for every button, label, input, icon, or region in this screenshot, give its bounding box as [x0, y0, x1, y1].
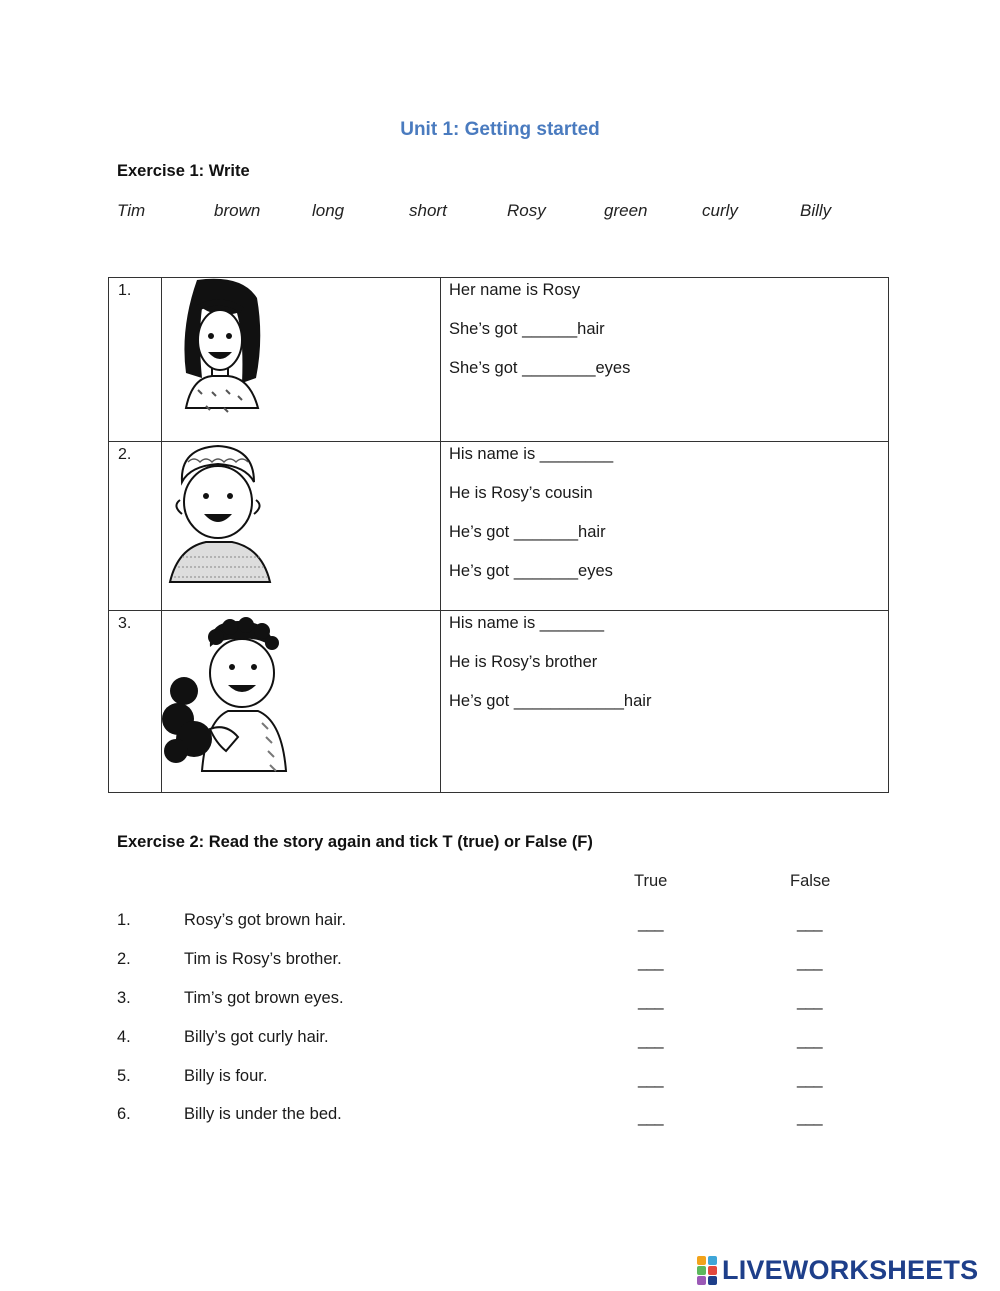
question-text: Tim is Rosy’s brother.	[184, 950, 342, 968]
false-column-header: False	[790, 872, 831, 890]
row-sentences	[441, 278, 888, 441]
question-text: Billy’s got curly hair.	[184, 1028, 329, 1046]
question-number: 3.	[117, 989, 131, 1007]
word-bank-item: Billy	[800, 201, 832, 220]
fill-in-line[interactable]: His name is ________	[449, 445, 614, 463]
exercise-2-heading: Exercise 2: Read the story again and tick T (true) or False (F)	[117, 833, 593, 851]
sentence-line: He is Rosy’s cousin	[449, 484, 593, 502]
question-number: 6.	[117, 1105, 131, 1123]
false-answer-blank[interactable]: ___	[797, 1070, 822, 1088]
question-number: 2.	[117, 950, 131, 968]
row-number: 2.	[109, 442, 162, 610]
question-number: 4.	[117, 1028, 131, 1046]
true-answer-blank[interactable]: ___	[638, 914, 663, 932]
fill-in-line[interactable]: He’s got ____________hair	[449, 692, 652, 710]
sentence-line: Her name is Rosy	[449, 281, 581, 299]
word-bank-item: green	[604, 201, 648, 220]
question-text: Rosy’s got brown hair.	[184, 911, 347, 929]
fill-in-line[interactable]: She’s got ______hair	[449, 320, 605, 338]
fill-in-line[interactable]: She’s got ________eyes	[449, 359, 631, 377]
word-bank-item: brown	[214, 201, 261, 220]
row-sentences	[441, 442, 888, 610]
question-text: Tim’s got brown eyes.	[184, 989, 344, 1007]
true-answer-blank[interactable]: ___	[638, 992, 663, 1010]
liveworksheets-logo-icon	[697, 1256, 719, 1284]
page-title: Unit 1: Getting started	[400, 119, 600, 140]
true-answer-blank[interactable]: ___	[638, 1031, 663, 1049]
word-bank-item: long	[312, 201, 345, 220]
question-text: Billy is four.	[184, 1067, 268, 1085]
girl-long-hair-icon	[162, 278, 441, 441]
true-column-header: True	[634, 872, 668, 890]
boy-short-hair-icon	[162, 442, 441, 610]
fill-in-line[interactable]: He’s got _______eyes	[449, 562, 613, 580]
question-number: 5.	[117, 1067, 131, 1085]
logo-text: LIVEWORKSHEETS	[722, 1254, 979, 1285]
table-row	[109, 442, 888, 611]
true-answer-blank[interactable]: ___	[638, 1070, 663, 1088]
boy-curly-hair-with-teddy-icon	[162, 611, 441, 792]
false-answer-blank[interactable]: ___	[797, 953, 822, 971]
question-number: 1.	[117, 911, 131, 929]
table-row	[109, 278, 888, 442]
false-answer-blank[interactable]: ___	[797, 1108, 822, 1126]
true-answer-blank[interactable]: ___	[638, 1108, 663, 1126]
sentence-line: He is Rosy’s brother	[449, 653, 598, 671]
exercise-1-heading: Exercise 1: Write	[117, 162, 250, 180]
true-answer-blank[interactable]: ___	[638, 953, 663, 971]
word-bank-item: Tim	[117, 201, 146, 220]
row-number: 3.	[109, 611, 162, 792]
exercise-1-table	[108, 277, 889, 793]
false-answer-blank[interactable]: ___	[797, 914, 822, 932]
false-answer-blank[interactable]: ___	[797, 1031, 822, 1049]
fill-in-line[interactable]: His name is _______	[449, 614, 605, 632]
row-number: 1.	[109, 278, 162, 441]
false-answer-blank[interactable]: ___	[797, 992, 822, 1010]
fill-in-line[interactable]: He’s got _______hair	[449, 523, 606, 541]
question-text: Billy is under the bed.	[184, 1105, 342, 1123]
liveworksheets-logo[interactable]	[697, 1254, 978, 1286]
word-bank-item: curly	[702, 201, 738, 220]
word-bank-item: short	[409, 201, 447, 220]
word-bank-item: Rosy	[507, 201, 546, 220]
row-sentences	[441, 611, 888, 792]
table-row	[109, 611, 888, 792]
